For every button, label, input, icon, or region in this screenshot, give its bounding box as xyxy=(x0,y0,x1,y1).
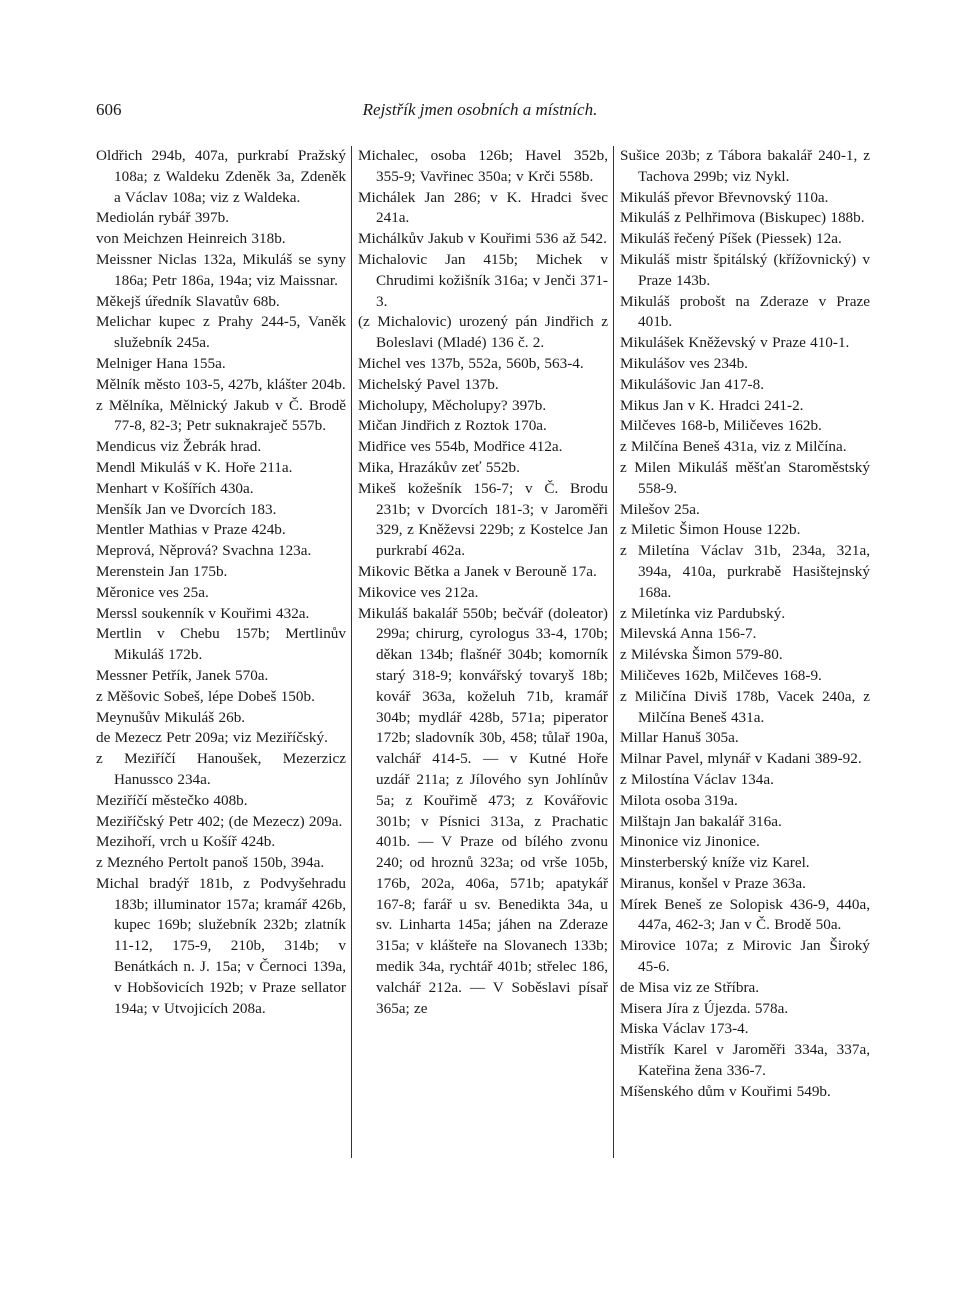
index-entry: Mírek Beneš ze Solopisk 436-9, 440a, 447a, 462-3; Jan v Č. Brodě 50a. xyxy=(620,895,870,934)
index-entry: Michal bradýř 181b, z Podvyšehradu 183b; illuminator 157a; kramář 426b, kupec 169b; služebník 232b; zlatník 11-12, 175-9, 210b, 314b; v Benátkách n. J. 15a; v Černoci 139a, v Hobšovicích 192b; v Praze sellator 194a; v Utvojicích 208a. xyxy=(96,874,346,1017)
page-header xyxy=(0,100,960,124)
index-entry: z Mělníka, Mělnický Jakub v Č. Brodě 77-8, 82-3; Petr suknakraječ 557b. xyxy=(96,396,346,435)
index-entry: Mediolán rybář 397b. xyxy=(96,209,230,227)
index-entry: Měronice ves 25a. xyxy=(96,583,209,601)
index-column-1 xyxy=(96,146,346,1019)
index-entry: Mikuláš bakalář 550b; bečvář (doleator) 299a; chirurg, cyrologus 33-4, 170b; děkan 134b; flašnéř 304b; komorník starý 318-9; konvářský tovaryš 18b; kovář 363a, koželuh 71b, kramář 304b; mydlář 428b, 571a; piperator 172b; sladovník 30b, 458; tůlař 190a, valchář 414-5. — v Kutné Hoře uzdář 211a; z Jílového syn Johlínův 5a; z Kouřimě 473; z Kovářovic 301b; v Písnici 313a, z Prachatic 401b. — V Praze od bílého zvonu 240; od hroznů 323a; od vrše 105b, 176b, 202a, 406a, 571b; apatykář 167-8; farář u sv. Benedikta 34a, u sv. Linharta 145a; jáhen na Zderaze 315a; v klášteře na Slovanech 133b; medik 34a, rychtář 401b; střelec 186, valchář 212a. — V Soběslavi písař 365a; ze xyxy=(358,604,608,1017)
index-entry: Mistřík Karel v Jaroměři 334a, 337a, Kateřina žena 336-7. xyxy=(620,1041,870,1080)
index-entry: Milota osoba 319a. xyxy=(620,791,738,809)
index-entry: Mendl Mikuláš v K. Hoře 211a. xyxy=(96,458,293,476)
index-entry: Mikeš kožešník 156-7; v Č. Brodu 231b; v Dvorcích 181-3; v Jaroměři 329, z Kněževsi 229b; z Kostelce Jan purkrabí 462a. xyxy=(358,479,608,560)
index-entry: Melichar kupec z Prahy 244-5, Vaněk služebník 245a. xyxy=(96,313,346,352)
index-entry: Michálkův Jakub v Kouřimi 536 až 542. xyxy=(358,230,607,248)
index-entry: Merenstein Jan 175b. xyxy=(96,562,228,580)
index-entry: Michalec, osoba 126b; Havel 352b, 355-9; Vavřinec 350a; v Krči 558b. xyxy=(358,147,608,185)
index-entry: Meissner Niclas 132a, Mikuláš se syny 186a; Petr 186a, 194a; viz Maissnar. xyxy=(96,250,346,289)
index-entry: Oldřich 294b, 407a, purkrabí Pražský 108a; z Waldeku Zdeněk 3a, Zdeněk a Václav 108a; viz z Waldeka. xyxy=(96,147,346,206)
index-entry: Meynušův Mikuláš 26b. xyxy=(96,708,246,726)
index-entry: z Miletic Šimon House 122b. xyxy=(620,521,801,539)
index-entry: Michelský Pavel 137b. xyxy=(358,375,499,393)
index-entry: Miska Václav 173-4. xyxy=(620,1020,749,1038)
index-entry: Milešov 25a. xyxy=(620,500,700,518)
index-entry: de Misa viz ze Stříbra. xyxy=(620,978,760,996)
index-entry: Měkejš úředník Slavatův 68b. xyxy=(96,292,280,310)
index-entry: Melniger Hana 155a. xyxy=(96,354,226,372)
index-entry: z Milostína Václav 134a. xyxy=(620,770,774,788)
index-entry: Meprová, Něprová? Svachna 123a. xyxy=(96,542,312,560)
index-entry: Misera Jíra z Újezda. 578a. xyxy=(620,999,789,1017)
index-entry: Mezihoří, vrch u Košíř 424b. xyxy=(96,833,276,851)
index-entry: Minsterberský kníže viz Karel. xyxy=(620,854,810,872)
index-entry: Minonice viz Jinonice. xyxy=(620,833,760,851)
index-entry: z Miličína Diviš 178b, Vacek 240a, z Milčína Beneš 431a. xyxy=(620,687,870,726)
index-entry: Milčeves 168-b, Miličeves 162b. xyxy=(620,417,822,435)
index-entry: Míšenského dům v Kouřimi 549b. xyxy=(620,1082,831,1100)
index-entry: Milštajn Jan bakalář 316a. xyxy=(620,812,782,830)
index-entry: Mičan Jindřich z Roztok 170a. xyxy=(358,417,547,435)
index-entry: Menhart v Košířích 430a. xyxy=(96,479,254,497)
index-entry: Mika, Hrazákův zeť 552b. xyxy=(358,458,520,476)
index-entry: von Meichzen Heinreich 318b. xyxy=(96,230,286,248)
index-entry: de Mezecz Petr 209a; viz Meziříčský. xyxy=(96,729,328,747)
index-entry: Mikuláš mistr špitálský (křížovnický) v Praze 143b. xyxy=(620,250,870,289)
index-column-2 xyxy=(358,146,608,1019)
index-entry: Mikulášovic Jan 417-8. xyxy=(620,375,764,393)
index-entry: Mertlin v Chebu 157b; Mertlinův Mikuláš 172b. xyxy=(96,625,346,664)
column-divider-1 xyxy=(351,146,352,1158)
index-entry: Micholupy, Měcholupy? 397b. xyxy=(358,396,547,414)
index-column-3 xyxy=(620,146,870,1103)
index-entry: z Milévska Šimon 579-80. xyxy=(620,646,783,664)
index-entry: Millar Hanuš 305a. xyxy=(620,729,739,747)
index-entry: Mělník město 103-5, 427b, klášter 204b. xyxy=(96,375,346,393)
page-number: 606 xyxy=(96,100,122,119)
index-entry: Mirovice 107a; z Mirovic Jan Široký 45-6. xyxy=(620,937,870,976)
index-entry: Michálek Jan 286; v K. Hradci švec 241a. xyxy=(358,188,608,227)
index-entry: Miličeves 162b, Milčeves 168-9. xyxy=(620,666,822,684)
index-entry: z Meziříčí Hanoušek, Mezerzicz Hanussco 234a. xyxy=(96,750,346,788)
index-entry: z Milčína Beneš 431a, viz z Milčína. xyxy=(620,438,847,456)
index-entry: Messner Petřík, Janek 570a. xyxy=(96,666,269,684)
index-entry: Mikuláš z Pelhřimova (Biskupec) 188b. xyxy=(620,209,865,227)
index-entry: Meziříčský Petr 402; (de Mezecz) 209a. xyxy=(96,812,343,830)
index-entry: Mentler Mathias v Praze 424b. xyxy=(96,521,286,539)
index-entry: z Měšovic Sobeš, lépe Dobeš 150b. xyxy=(96,687,315,705)
index-entry: z Milen Mikuláš měšťan Staroměstský 558-9. xyxy=(620,458,870,497)
index-entry: Mikus Jan v K. Hradci 241-2. xyxy=(620,396,804,414)
column-divider-2 xyxy=(613,146,614,1158)
index-entry: (z Michalovic) urozený pán Jindřich z Boleslavi (Mladé) 136 č. 2. xyxy=(358,313,608,352)
index-entry: z Mezného Pertolt panoš 150b, 394a. xyxy=(96,854,325,872)
index-entry: Mikovice ves 212a. xyxy=(358,583,479,601)
index-entry: Milevská Anna 156-7. xyxy=(620,625,757,643)
index-entry: Meziříčí městečko 408b. xyxy=(96,791,248,809)
index-entry: Michalovic Jan 415b; Michek v Chrudimi kožišník 316a; v Jenči 371-3. xyxy=(358,250,608,310)
index-entry: Michel ves 137b, 552a, 560b, 563-4. xyxy=(358,354,584,372)
index-entry: Sušice 203b; z Tábora bakalář 240-1, z Tachova 299b; viz Nykl. xyxy=(620,147,870,185)
index-entry: Menšík Jan ve Dvorcích 183. xyxy=(96,500,277,518)
index-entry: Mendicus viz Žebrák hrad. xyxy=(96,438,262,456)
index-entry: Mikuláš probošt na Zderaze v Praze 401b. xyxy=(620,292,870,331)
index-entry: Mikulášek Kněževský v Praze 410-1. xyxy=(620,334,850,352)
index-entry: Midřice ves 554b, Modřice 412a. xyxy=(358,438,563,456)
index-entry: Mikuláš převor Břevnovský 110a. xyxy=(620,188,829,206)
index-entry: z Miletínka viz Pardubský. xyxy=(620,604,786,622)
index-entry: z Miletína Václav 31b, 234a, 321a, 394a, 410a, purkrabě Hasištejnský 168a. xyxy=(620,542,870,601)
index-entry: Milnar Pavel, mlynář v Kadani 389-92. xyxy=(620,750,862,768)
index-entry: Miranus, konšel v Praze 363a. xyxy=(620,874,806,892)
running-title: Rejstřík jmen osobních a místních. xyxy=(362,100,598,119)
index-entry: Merssl soukenník v Kouřimi 432a. xyxy=(96,604,310,622)
index-entry: Mikulášov ves 234b. xyxy=(620,354,748,372)
index-entry: Mikovic Bětka a Janek v Berouně 17a. xyxy=(358,562,597,580)
index-entry: Mikuláš řečený Píšek (Piessek) 12a. xyxy=(620,230,842,248)
